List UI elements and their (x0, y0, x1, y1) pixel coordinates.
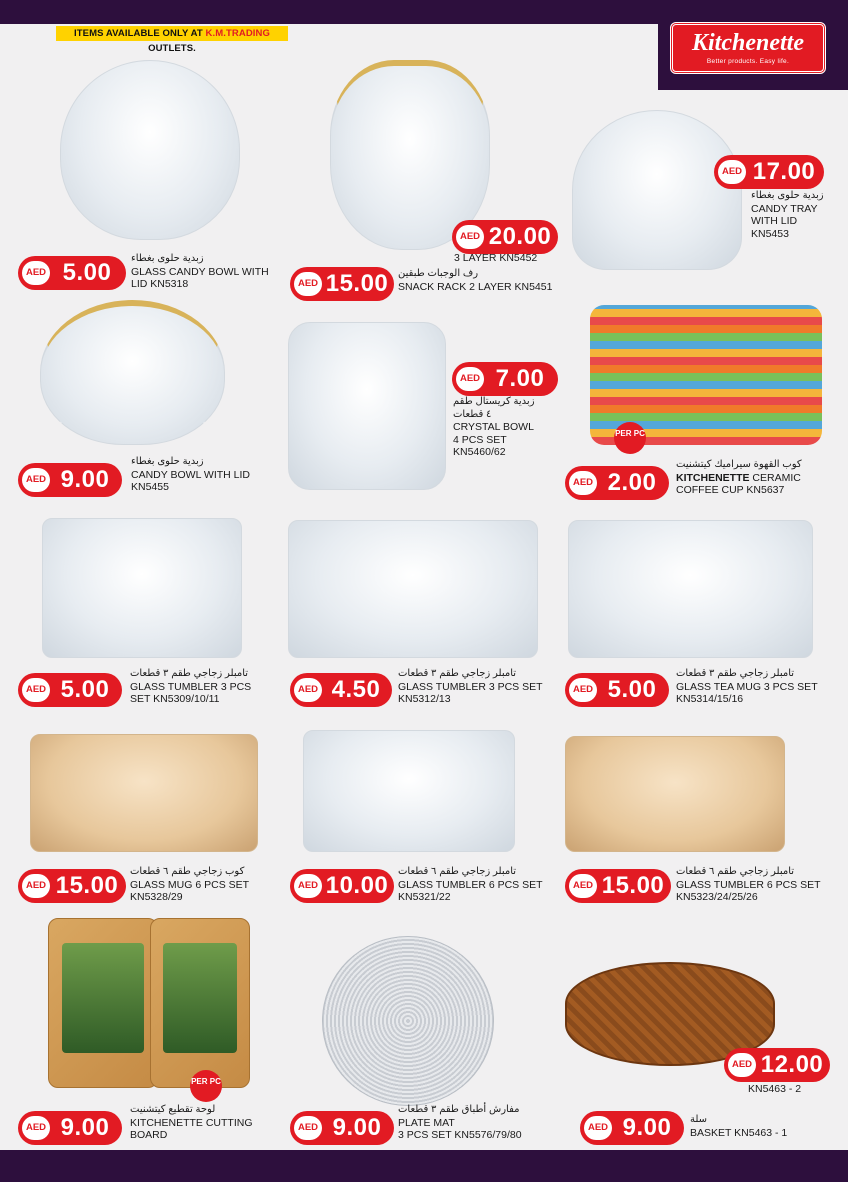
price-value: 9.00 (332, 1114, 382, 1141)
availability-notice: ITEMS AVAILABLE ONLY AT K.M.TRADING OUTLETS. (56, 26, 288, 41)
price-tag (18, 673, 122, 707)
glass-tumbler-3pcs-image (42, 518, 242, 658)
price-tag (290, 869, 394, 903)
price-value: 5.00 (62, 259, 112, 286)
product-description: زبدية حلوى بغطاء GLASS CANDY BOWL WITH LID KN5318 (131, 253, 269, 290)
price-tag (580, 1111, 684, 1145)
price-value: 9.00 (622, 1114, 672, 1141)
price-value: 15.00 (601, 872, 665, 899)
price-tag (714, 155, 824, 189)
product-description: تامبلر زجاجي طقم ٦ قطعات GLASS TUMBLER 6 PCS SET KN5323/24/25/26 (676, 866, 821, 903)
currency-label: AED (456, 225, 484, 249)
glass-candy-bowl-image (60, 60, 240, 240)
candy-bowl-image (40, 300, 225, 445)
candy-tray-image (572, 110, 742, 270)
price-value: 4.50 (331, 676, 381, 703)
amber-tumbler-6pcs-image (565, 736, 785, 852)
price-tag (452, 220, 558, 254)
currency-label: AED (456, 367, 484, 391)
per-pc-badge: PER PC (614, 422, 646, 454)
glass-tumbler-6pcs-image (303, 730, 515, 852)
product-description: سلة BASKET KN5463 - 1 (690, 1114, 788, 1139)
price-tag (18, 1111, 122, 1145)
currency-label: AED (22, 1116, 50, 1140)
currency-label: AED (22, 468, 50, 492)
price-tag (290, 673, 392, 707)
price-value: 9.00 (60, 466, 110, 493)
price-tag (565, 466, 669, 500)
price-value: 20.00 (488, 223, 552, 250)
currency-label: AED (22, 261, 50, 285)
product-description: زبدية حلوى بغطاء CANDY TRAY WITH LID KN5453 (751, 190, 824, 240)
price-tag (452, 362, 558, 396)
price-value: 5.00 (60, 676, 110, 703)
kitchenette-logo (670, 22, 826, 74)
per-pc-badge: PER PC (190, 1070, 222, 1102)
price-tag (18, 256, 126, 290)
price-tag (724, 1048, 830, 1082)
product-description: تامبلر زجاجي طقم ٦ قطعات GLASS TUMBLER 6 PCS SET KN5321/22 (398, 866, 543, 903)
currency-label: AED (728, 1053, 756, 1077)
product-description: لوحة تقطيع كيتشنيت KITCHENETTE CUTTING BOARD (130, 1104, 253, 1141)
price-value: 7.00 (495, 365, 545, 392)
currency-label: AED (584, 1116, 612, 1140)
currency-label: AED (569, 874, 597, 898)
currency-label: AED (294, 874, 322, 898)
price-value: 5.00 (607, 676, 657, 703)
currency-label: AED (294, 272, 322, 296)
logo-area (658, 0, 848, 90)
product-description: KN5463 - 2 (748, 1083, 802, 1095)
cutting-board-image (150, 918, 250, 1088)
price-value: 12.00 (760, 1051, 824, 1078)
glass-mug-6pcs-image (30, 734, 258, 852)
product-description: رف الوجبات طبقين SNACK RACK 2 LAYER KN5451 (398, 268, 553, 293)
price-value: 15.00 (325, 270, 389, 297)
currency-label: AED (294, 678, 322, 702)
logo-text: Kitchenette (692, 30, 804, 56)
product-description: تامبلر زجاجي طقم ٣ قطعات GLASS TUMBLER 3 PCS SET KN5309/10/11 (130, 668, 252, 705)
currency-label: AED (294, 1116, 322, 1140)
glass-tumbler-set-image (288, 520, 538, 658)
currency-label: AED (569, 471, 597, 495)
bottom-bar (0, 1150, 848, 1182)
price-tag (290, 1111, 394, 1145)
currency-label: AED (569, 678, 597, 702)
product-description: 3 LAYER KN5452 (454, 252, 538, 264)
currency-label: AED (718, 160, 746, 184)
price-value: 17.00 (752, 158, 816, 185)
logo-tagline: Better products. Easy life. (706, 58, 790, 65)
product-description: كوب القهوة سيراميك كيتشنيت KITCHENETTE CERAMIC COFFEE CUP KN5637 (676, 459, 802, 496)
product-description: مفارش أطباق طقم ٣ قطعات PLATE MAT 3 PCS SET KN5576/79/80 (398, 1104, 522, 1141)
product-description: كوب زجاجي طقم ٦ قطعات GLASS MUG 6 PCS SET KN5328/29 (130, 866, 250, 903)
product-description: تامبلر زجاجي طقم ٣ قطعات GLASS TEA MUG 3 PCS SET KN5314/15/16 (676, 668, 818, 705)
price-tag (18, 869, 126, 903)
product-description: تامبلر زجاجي طقم ٣ قطعات GLASS TUMBLER 3 PCS SET KN5312/13 (398, 668, 543, 705)
price-tag (565, 673, 669, 707)
glass-tea-mug-image (568, 520, 813, 658)
price-tag (18, 463, 122, 497)
price-tag (565, 869, 671, 903)
price-value: 9.00 (60, 1114, 110, 1141)
currency-label: AED (22, 678, 50, 702)
product-description: زبدية كريستال طقم ٤ قطعات CRYSTAL BOWL 4 PCS SET KN5460/62 (453, 396, 535, 458)
currency-label: AED (22, 874, 50, 898)
cutting-board-image (48, 918, 158, 1088)
crystal-bowl-image (288, 322, 446, 490)
price-tag (290, 267, 394, 301)
price-value: 10.00 (325, 872, 389, 899)
price-value: 2.00 (607, 469, 657, 496)
price-value: 15.00 (55, 872, 119, 899)
plate-mat-image (322, 936, 494, 1106)
product-description: زبدية حلوى بغطاء CANDY BOWL WITH LID KN5455 (131, 456, 251, 493)
